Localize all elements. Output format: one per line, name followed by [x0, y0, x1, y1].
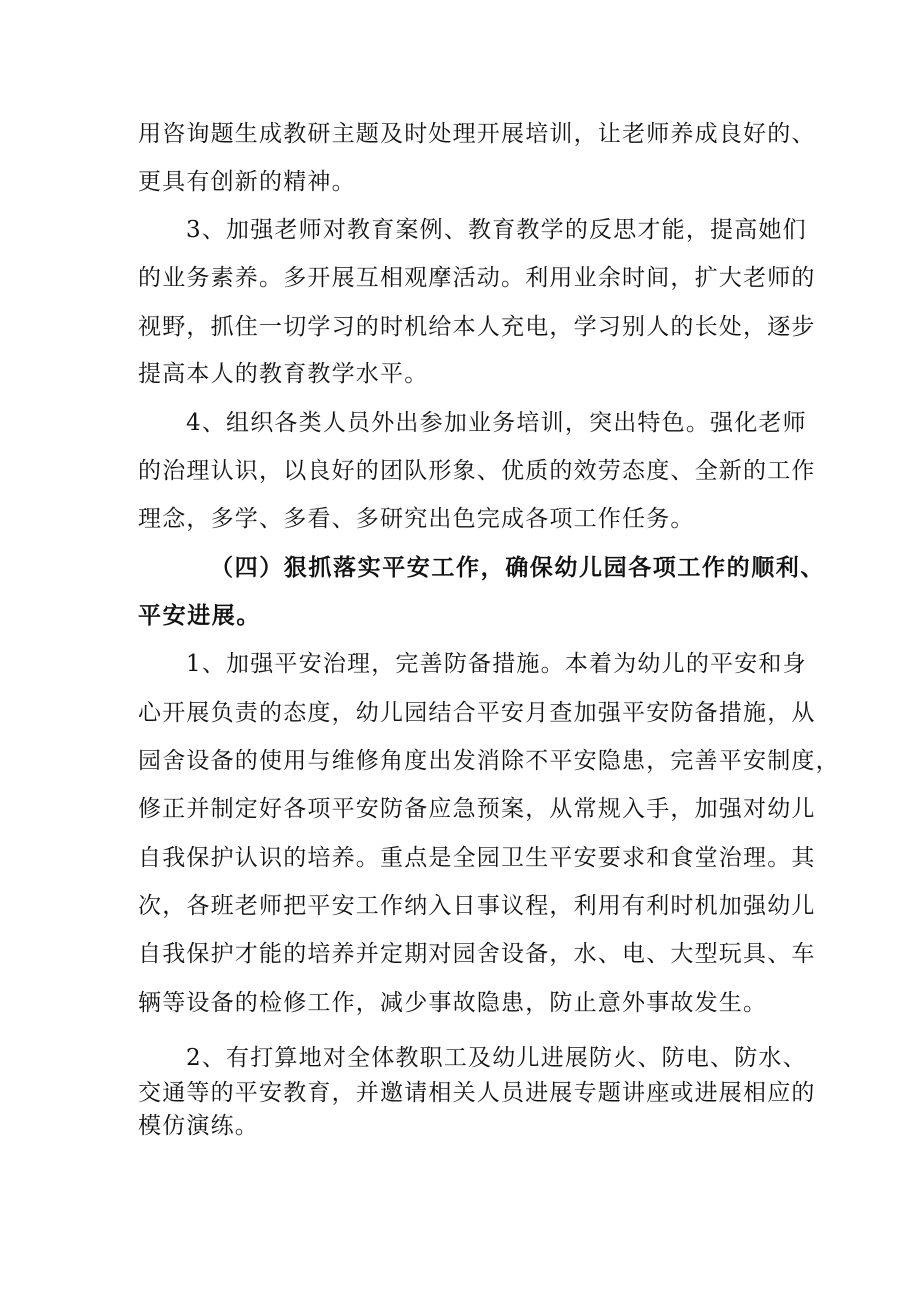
- text-line: 心开展负责的态度，幼儿园结合平安月查加强平安防备措施，从: [138, 700, 816, 726]
- text-line: 视野，抓住一切学习的时机给本人充电，学习别人的长处，逐步: [138, 314, 816, 340]
- text-line: 园舍设备的使用与维修角度出发消除不平安隐患，完善平安制度，: [138, 748, 840, 774]
- text-line: 提高本人的教育教学水平。: [138, 361, 429, 387]
- text-line: 更具有创新的精神。: [138, 169, 356, 195]
- text-line: 自我保护才能的培养并定期对园舍设备，水、电、大型玩具、车: [138, 941, 816, 967]
- text-line: 交通等的平安教育，并邀请相关人员进展专题讲座或进展相应的: [138, 1080, 816, 1106]
- text-line: 的业务素养。多开展互相观摩活动。利用业余时间，扩大老师的: [138, 265, 816, 291]
- text-line: 的治理认识，以良好的团队形象、优质的效劳态度、全新的工作: [138, 458, 816, 484]
- text-line: 3、加强老师对教育案例、教育教学的反思才能，提高她们: [186, 217, 807, 243]
- text-line: 次，各班老师把平安工作纳入日事议程，利用有利时机加强幼儿: [138, 893, 816, 919]
- text-line: 模仿演练。: [138, 1113, 259, 1139]
- text-line: 辆等设备的检修工作，减少事故隐患，防止意外事故发生。: [138, 990, 768, 1016]
- text-line: 2、有打算地对全体教职工及幼儿进展防火、防电、防水、: [186, 1045, 807, 1071]
- text-line: 理念，多学、多看、多研究出色完成各项工作任务。: [138, 506, 695, 532]
- text-line: 用咨询题生成教研主题及时处理开展培训，让老师养成良好的、: [138, 121, 816, 147]
- text-line: 修正并制定好各项平安防备应急预案，从常规入手，加强对幼儿: [138, 796, 816, 822]
- section-heading: 平安进展。: [138, 602, 261, 629]
- text-line: 自我保护认识的培养。重点是全园卫生平安要求和食堂治理。其: [138, 845, 816, 871]
- text-line: 4、组织各类人员外出参加业务培训，突出特色。强化老师: [186, 410, 807, 436]
- section-heading: （四）狠抓落实平安工作，确保幼儿园各项工作的顺利、: [210, 554, 825, 581]
- text-line: 1、加强平安治理，完善防备措施。本着为幼儿的平安和身: [186, 651, 807, 677]
